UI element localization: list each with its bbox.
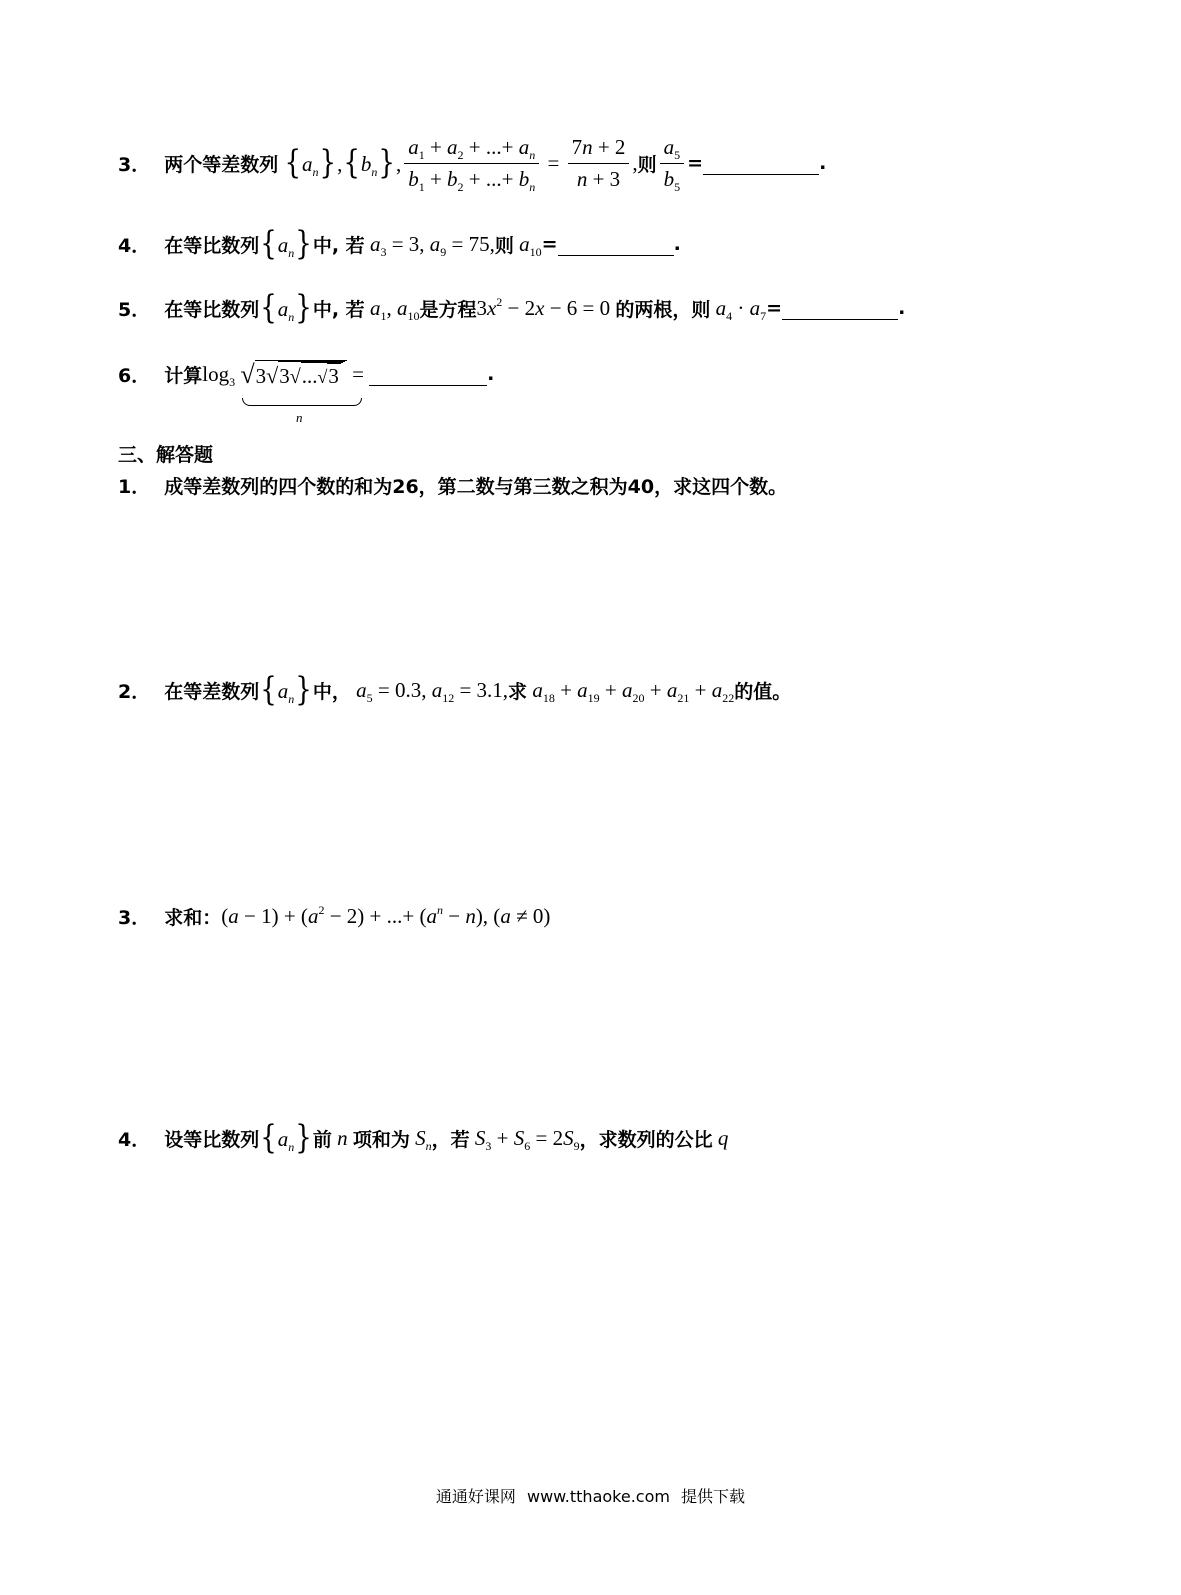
question-text: 设等比数列 [164,1128,260,1151]
math-q: q [717,1125,729,1150]
question-text: 的值。 [734,680,792,703]
math-fraction-sums: $\frac{a_1 + a_2 + ...+ a_n}{b_1 + b_2 + ...+ b_n}$ [404,135,539,190]
question-text: 项和为 [352,1128,410,1151]
math-sequence: $\{a_n\}$ [260,1119,312,1157]
question-number: 2． [118,680,151,703]
question-4 [118,226,681,262]
math-a10: $a_{10}$ [519,231,542,259]
question-number: 4． [118,234,151,257]
solve-question-4 [118,1120,728,1156]
math-sequences: $\{a_n\},\{b_n\}$, [284,144,402,182]
math-conditions: $a_3 = 3$, $a_9 = 75$, [369,231,495,259]
question-text: ，求数列的公比 [579,1128,713,1151]
question-text: 在等比数列 [164,234,260,257]
math-sequence: $\{a_n\}$ [260,225,312,263]
equals-sign: = [766,297,783,319]
question-5 [118,290,905,326]
question-text: 在等比数列 [164,298,260,321]
question-text: ，若 [431,1128,470,1151]
question-text: 计算 [164,364,203,387]
page-footer: 通通好课网 www.tthaoke.com 提供下载 [435,1487,746,1506]
question-number: 1． [118,475,151,498]
section-title: 三、解答题 [118,444,214,466]
math-fraction-a5-b5: $\frac{a_5}{b_5}$ [660,135,685,190]
math-sequence: $\{a_n\}$ [260,289,312,327]
math-log: $\log_3$ [202,361,236,389]
answer-blank[interactable] [558,233,674,256]
period: . [673,233,681,255]
question-number: 5． [118,298,151,321]
question-text: 求和： [164,906,222,929]
math-conditions: $a_5 = 0.3$, $a_{12} = 3.1$, [356,677,509,705]
question-text: 在等差数列 [164,680,260,703]
question-3: 3． 两个等差数列 $\{a_n\},\{b_n\}$, $\frac{a_1 + a_2 + ...+ a_n}{b_1 + b_2 + ...+ b_n}$ = $\frac{7n + 2}{n + 3}$ , 则 $\frac{a_5}{b_5}$ = . [118,135,827,194]
equals-sign: = [687,152,704,174]
question-text: 前 [312,1128,332,1151]
question-number: 3． [118,906,151,929]
answer-blank[interactable] [703,152,819,175]
question-text: 是方程 [419,298,477,321]
question-number: 6． [118,364,151,387]
solve-question-1 [118,470,787,500]
period: . [487,363,495,385]
underbrace-label: n [296,410,303,425]
question-text: 中， [312,680,351,703]
math-product: $a_4 \cdot a_7$ [715,295,767,323]
solve-question-3 [118,898,550,934]
question-text: 两个等差数列 [164,153,279,176]
math-sum: $a_{18} + a_{19} + a_{20} + a_{21} + a_{22}$ [532,677,735,705]
question-text: 成等差数列的四个数的和为26，第二数与第三数之积为40，求这四个数。 [164,475,788,498]
math-equation: $3x^2 - 2x - 6 = 0$ [476,294,616,320]
math-fraction-ratio: $\frac{7n + 2}{n + 3}$ [568,135,630,190]
math-n: n [337,1125,348,1150]
question-text: 求 [508,680,528,703]
solve-question-2 [118,672,791,708]
period: . [898,297,906,319]
question-text: 则 [637,153,657,176]
math-condition: $S_3 + S_6 = 2S_9$ [474,1125,580,1153]
answer-blank[interactable] [782,297,898,320]
underbrace [242,398,362,406]
answer-blank[interactable] [369,363,487,386]
math-nested-radical: √3√3√...√3 [240,360,346,389]
math-sequence: $\{a_n\}$ [260,671,312,709]
math-sum-expression: $(a - 1) + (a^2 - 2)$ + ...+ $(a^n - n)$, (a ≠ 0) [221,902,551,928]
question-number: 4． [118,1128,151,1151]
question-6: 6． 计算 $\log_3$ √3√3√...√3 = . [118,359,495,389]
math-roots: $a_1$, $a_{10}$ [369,295,420,323]
period: . [819,152,827,174]
question-text: 的两根，则 [615,298,711,321]
question-text: 中, 若 [312,298,365,321]
question-text: 则 [494,234,514,257]
question-number: 3． [118,153,151,176]
question-text: 中, 若 [312,234,365,257]
math-Sn: $S_n$ [415,1125,432,1153]
equals-sign: = [541,233,558,255]
